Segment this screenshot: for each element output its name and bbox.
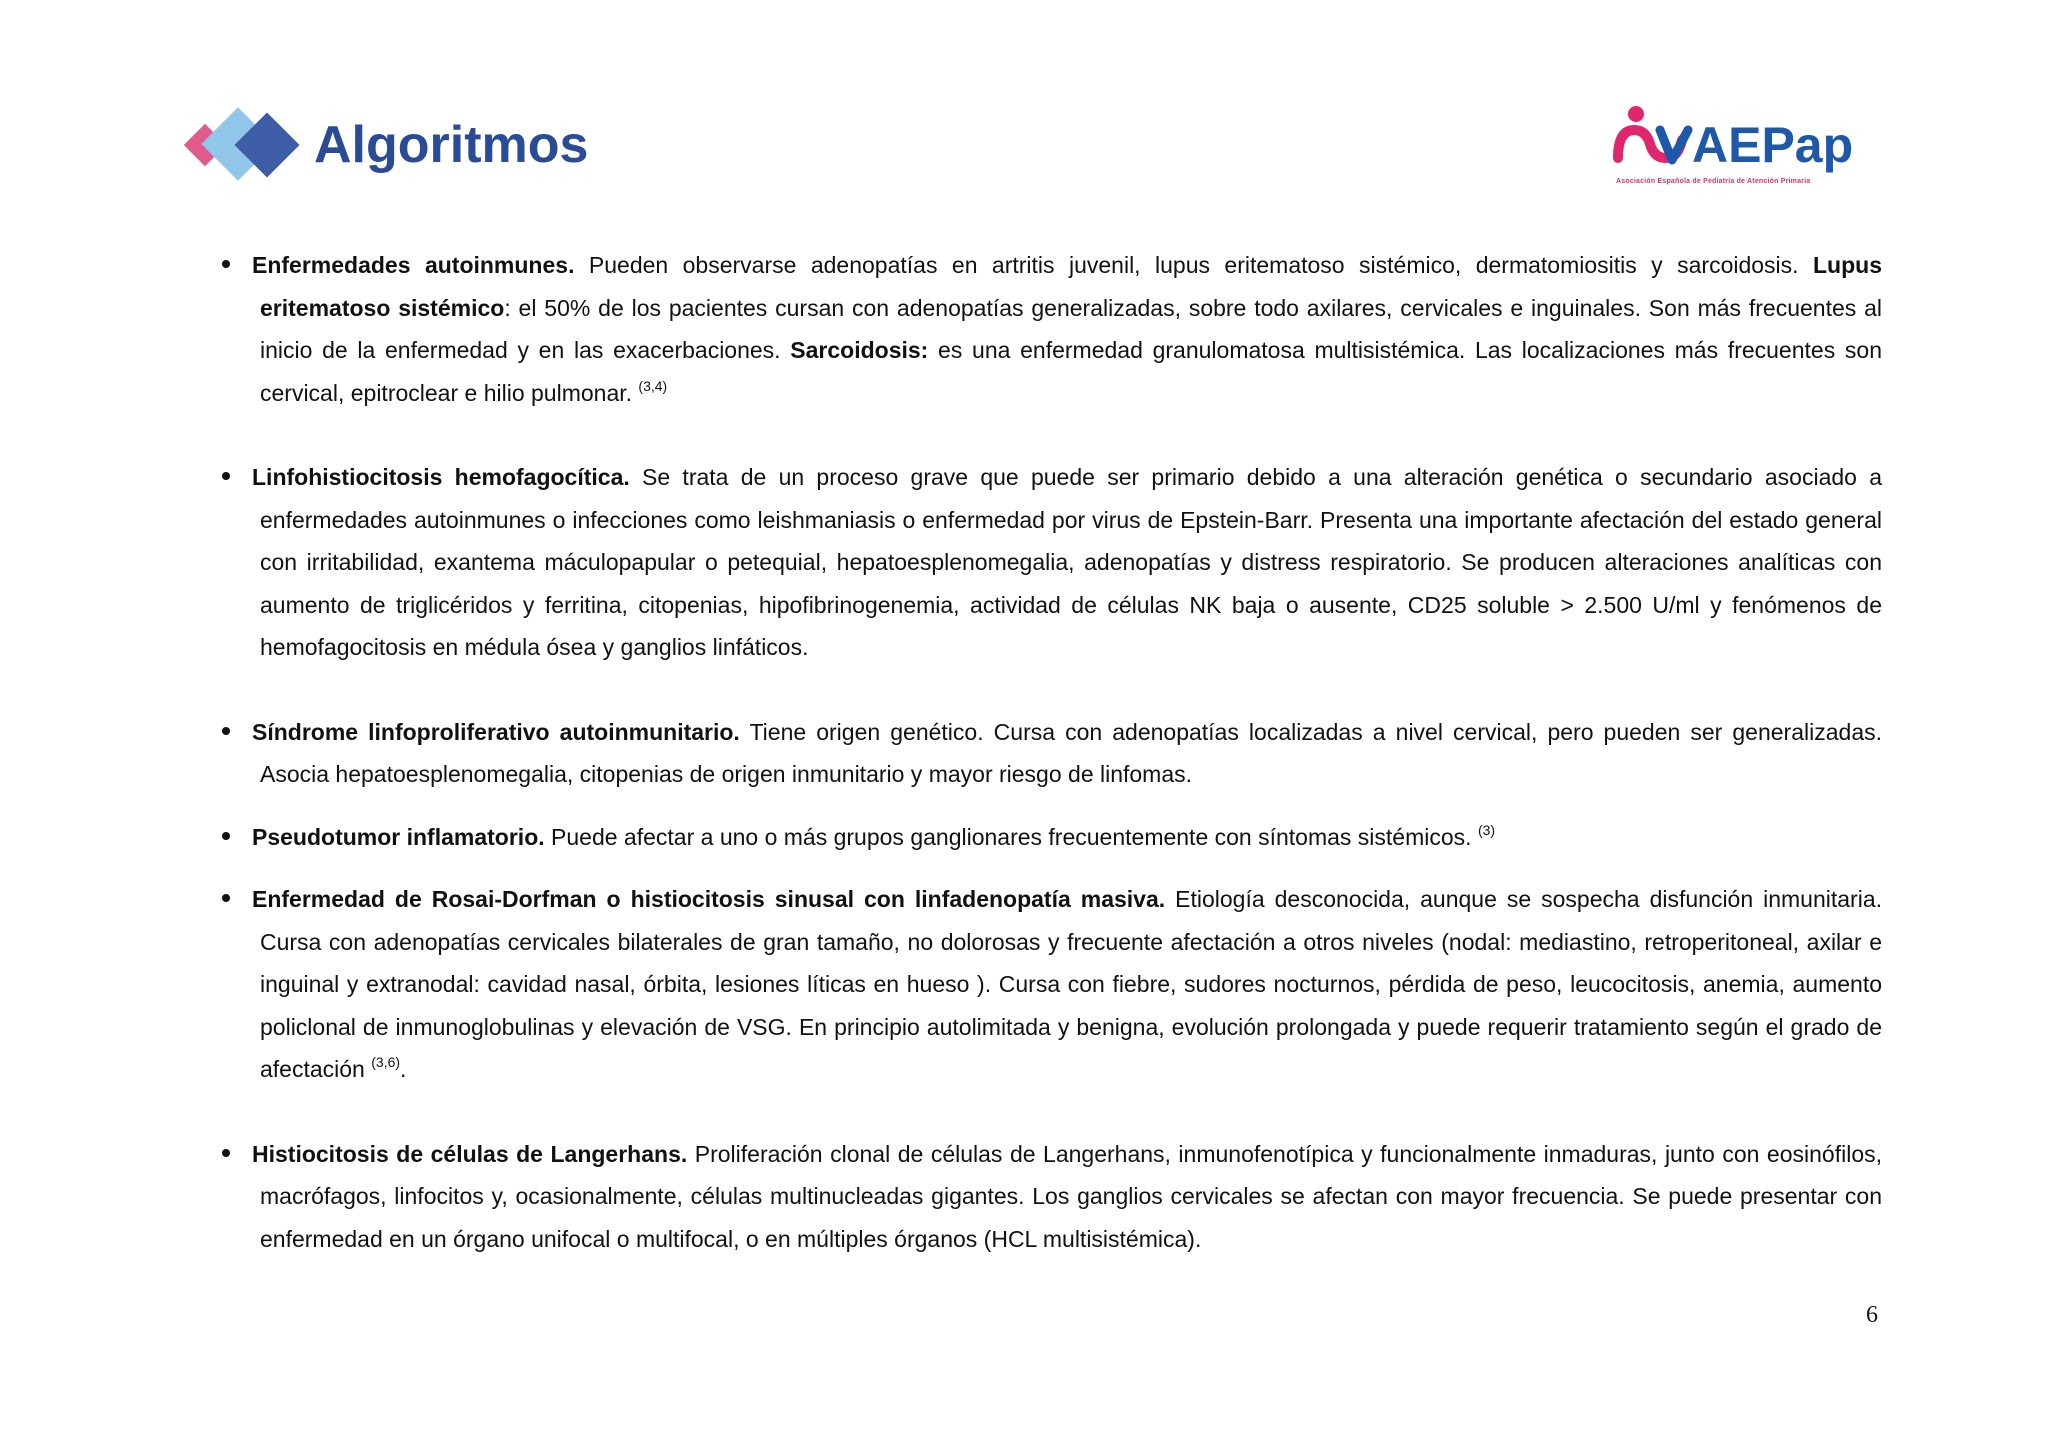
item-title: Histiocitosis de células de Langerhans.	[252, 1140, 688, 1167]
item-text: Etiología desconocida, aunque se sospecha disfunción inmunitaria. Cursa con adenopatías cervicales bilaterales de gran tamaño, no dolorosas y frecuente afectación a otros niveles (nodal: mediastino, retroperitoneal, axilar e inguinal y extranodal: cavidad nasal, órbita, lesiones líticas en hueso ). Cursa con fiebre, sudores nocturnos, pérdida de peso, leucocitosis, anemia, aumento policlonal de inmunoglobulinas y elevación de VSG. En principio autolimitada y benigna, evolución prolongada y puede requerir tratamiento según el grado de afectación	[260, 886, 1882, 1082]
document-content	[222, 244, 1882, 1260]
list-item-langerhans	[222, 1133, 1882, 1261]
item-subtitle: Lupus eritematoso sistémico	[260, 252, 1882, 321]
bullet-icon	[222, 456, 242, 499]
item-title: Síndrome linfoproliferativo autoinmunitario.	[252, 718, 740, 745]
item-text: es una enfermedad granulomatosa multisistémica. Las localizaciones más frecuentes son cervical, epitroclear e hilio pulmonar.	[260, 337, 1882, 406]
bullet-icon	[222, 816, 242, 859]
list-item-autoinmunes	[222, 244, 1882, 414]
item-title: Enfermedad de Rosai-Dorfman o histiocitosis sinusal con linfadenopatía masiva.	[252, 886, 1166, 912]
algoritmos-logo	[180, 100, 588, 190]
item-title: Pseudotumor inflamatorio.	[252, 823, 545, 850]
aepap-logo	[1612, 100, 1872, 196]
bullet-icon	[222, 1133, 242, 1176]
item-text: Proliferación clonal de células de Langerhans, inmunofenotípica y funcionalmente inmaduras, junto con eosinófilos, macrófagos, linfocitos y, ocasionalmente, células multinucleadas gigantes. Los ganglios cervicales se afectan con mayor frecuencia. Se puede presentar con enfermedad en un órgano unifocal o multifocal, o en múltiples órganos (HCL multisistémica).	[260, 1140, 1882, 1252]
item-reference: (3,4)	[638, 377, 668, 394]
aepap-logo-text: AEPap	[1692, 117, 1854, 173]
bullet-icon	[222, 711, 242, 754]
list-item-linfohistiocitosis	[222, 456, 1882, 669]
item-reference: (3,6)	[371, 1054, 401, 1070]
list-item-pseudotumor	[222, 816, 1882, 859]
item-text: Se trata de un proceso grave que puede ser primario debido a una alteración genética o secundario asociado a enfermedades autoinmunes o infecciones como leishmaniasis o enfermedad por virus de Epstein-Barr. Presenta una importante afectación del estado general con irritabilidad, exantema máculopapular o petequial, hepatoesplenomegalia, adenopatías y distress respiratorio. Se producen alteraciones analíticas con aumento de triglicéridos y ferritina, citopenias, hipofibrinogenemia, actividad de células NK baja o ausente, CD25 soluble > 2.500 U/ml y fenómenos de hemofagocitosis en médula ósea y ganglios linfáticos.	[260, 464, 1882, 660]
item-text: Puede afectar a uno o más grupos ganglionares frecuentemente con síntomas sistémicos.	[544, 823, 1478, 850]
item-text: Tiene origen genético. Cursa con adenopatías localizadas a nivel cervical, pero pueden ser generalizadas. Asocia hepatoesplenomegalia, citopenias de origen inmunitario y mayor riesgo de linfomas.	[260, 718, 1882, 787]
bullet-icon	[222, 244, 242, 287]
algoritmos-diamonds-icon	[180, 100, 320, 190]
aepap-logo-tagline: Asociación Española de Pediatría de Atención Primaria	[1616, 178, 1811, 185]
item-reference: (3)	[1477, 821, 1496, 838]
item-text: : el 50% de los pacientes cursan con adenopatías generalizadas, sobre todo axilares, cervicales e inguinales. Son más frecuentes al inicio de la enfermedad y en las exacerbaciones.	[260, 294, 1883, 363]
item-subtitle: Sarcoidosis:	[790, 337, 929, 363]
aepap-figure-icon	[1612, 100, 1702, 180]
algoritmos-logo-text: Algoritmos	[314, 116, 589, 174]
list-item-sindrome-linfoproliferativo	[222, 711, 1882, 796]
bullet-icon	[222, 878, 242, 921]
item-title: Enfermedades autoinmunes.	[252, 252, 575, 278]
page-number: 6	[1866, 1302, 1878, 1328]
item-text: Pueden observarse adenopatías en artritis juvenil, lupus eritematoso sistémico, dermatomiositis y sarcoidosis.	[574, 252, 1813, 278]
item-title: Linfohistiocitosis hemofagocítica.	[252, 464, 630, 490]
list-item-rosai-dorfman	[222, 878, 1882, 1091]
item-text-tail: .	[400, 1056, 407, 1082]
